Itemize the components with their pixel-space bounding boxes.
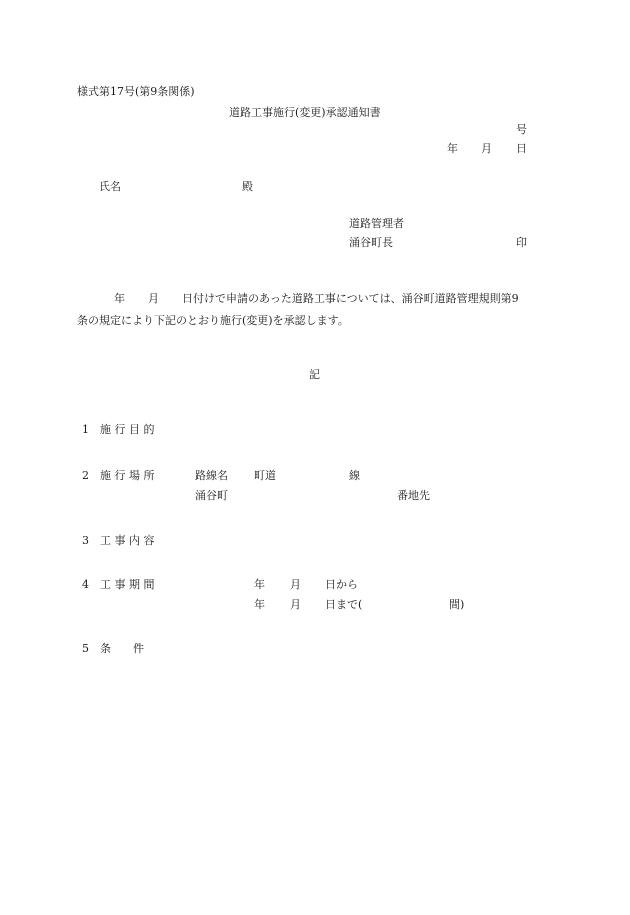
body-text-line1: 日付けで申請のあった道路工事については、涌谷町道路管理規則第9	[182, 292, 519, 305]
item-label-location: 施 行 場 所	[100, 469, 155, 482]
item-number: 4	[82, 578, 89, 591]
town-label: 涌谷町	[195, 489, 228, 502]
period-from-day: 日から	[325, 578, 358, 591]
banchi-label: 番地先	[397, 489, 430, 502]
date-month-label: 月	[481, 142, 492, 155]
body-date-year: 年	[114, 292, 125, 305]
item-label-conditions: 条 件	[100, 642, 144, 655]
body-date-month: 月	[148, 292, 159, 305]
item-number: 5	[82, 642, 89, 655]
period-duration-close: 間)	[449, 598, 465, 611]
number-label: 号	[516, 123, 527, 136]
item-label-period: 工 事 期 間	[100, 578, 155, 591]
period-to-day: 日まで(	[325, 598, 363, 611]
body-text-line2: 条の規定により下記のとおり施行(変更)を承認します。	[77, 314, 349, 327]
document-title: 道路工事施行(変更)承認通知書	[229, 106, 381, 119]
period-from-year: 年	[254, 578, 265, 591]
road-type-label: 町道	[254, 469, 276, 482]
item-label-content: 工 事 内 容	[100, 534, 155, 547]
item-number: 1	[82, 423, 89, 436]
issuer-seal: 印	[516, 236, 527, 249]
item-number: 2	[82, 469, 89, 482]
form-label: 様式第17号(第9条関係)	[77, 85, 195, 98]
date-year-label: 年	[447, 142, 458, 155]
item-label-purpose: 施 行 目 的	[100, 423, 155, 436]
addressee-name-label: 氏名	[99, 180, 121, 193]
date-day-label: 日	[516, 142, 527, 155]
item-number: 3	[82, 534, 89, 547]
period-to-year: 年	[254, 598, 265, 611]
sen-label: 線	[349, 469, 360, 482]
route-name-label: 路線名	[195, 469, 228, 482]
issuer-title: 涌谷町長	[349, 236, 393, 249]
period-to-month: 月	[290, 598, 301, 611]
issuer-role: 道路管理者	[349, 217, 404, 230]
ki-label: 記	[309, 368, 320, 381]
period-from-month: 月	[290, 578, 301, 591]
addressee-honorific: 殿	[242, 180, 253, 193]
